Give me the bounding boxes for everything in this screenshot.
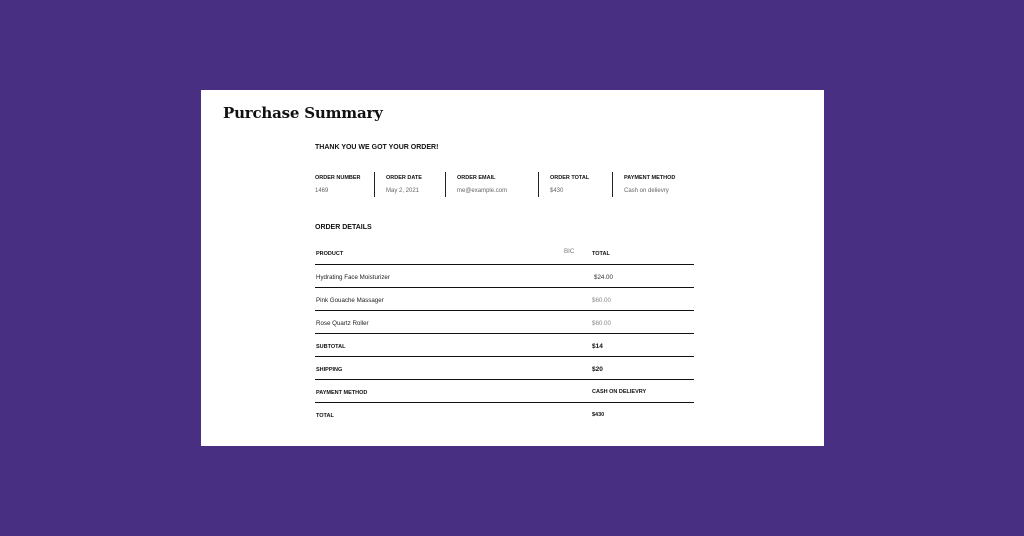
product-column-header: PRODUCT — [316, 251, 344, 257]
product-total: $60.00 — [592, 320, 611, 327]
product-name: Pink Gouache Massager — [316, 297, 384, 304]
product-name: Hydrating Face Moisturizer — [316, 274, 390, 281]
payment-method-block — [612, 172, 675, 197]
bic-column-header: BIC — [564, 248, 575, 255]
total-column-header: TOTAL — [592, 251, 610, 257]
total-value: $430 — [592, 412, 605, 418]
order-total-label: ORDER TOTAL — [550, 175, 590, 181]
order-total-value: $430 — [550, 188, 564, 194]
table-row — [315, 265, 694, 288]
product-total: $24.00 — [594, 274, 613, 281]
order-email-value: me@example.com — [457, 188, 508, 194]
order-email-block — [445, 172, 507, 197]
payment-method-value: Cash on delievry — [624, 188, 669, 194]
payment-method-row — [315, 380, 694, 403]
order-details-title: ORDER DETAILS — [315, 224, 372, 231]
payment-method-row-label: PAYMENT METHOD — [316, 390, 368, 396]
page-title: Purchase Summary — [223, 104, 383, 122]
table-row — [315, 288, 694, 311]
table-header-row — [315, 242, 694, 265]
shipping-value: $20 — [592, 366, 603, 373]
order-number-value: 1469 — [315, 188, 329, 194]
subtotal-value: $14 — [592, 343, 603, 350]
order-details-table — [315, 242, 694, 425]
table-row — [315, 311, 694, 334]
thank-you-message: THANK YOU WE GOT YOUR ORDER! — [315, 144, 439, 151]
product-total: $60.00 — [592, 297, 611, 304]
payment-method-label: PAYMENT METHOD — [624, 175, 676, 181]
shipping-label: SHIPPING — [316, 367, 343, 373]
order-total-block — [538, 172, 589, 197]
order-email-label: ORDER EMAIL — [457, 175, 496, 181]
order-number-label: ORDER NUMBER — [315, 175, 361, 181]
subtotal-row — [315, 334, 694, 357]
payment-method-row-value: CASH ON DELIEVRY — [592, 389, 647, 395]
order-date-label: ORDER DATE — [386, 175, 422, 181]
subtotal-label: SUBTOTAL — [316, 344, 346, 350]
total-row — [315, 403, 694, 425]
product-name: Rose Quartz Roller — [316, 320, 369, 327]
shipping-row — [315, 357, 694, 380]
order-date-block — [374, 172, 422, 197]
total-label: TOTAL — [316, 413, 334, 419]
order-date-value: May 2, 2021 — [386, 188, 420, 194]
purchase-summary-card — [201, 90, 824, 446]
order-number-block — [315, 172, 361, 197]
order-info-row — [315, 172, 695, 197]
